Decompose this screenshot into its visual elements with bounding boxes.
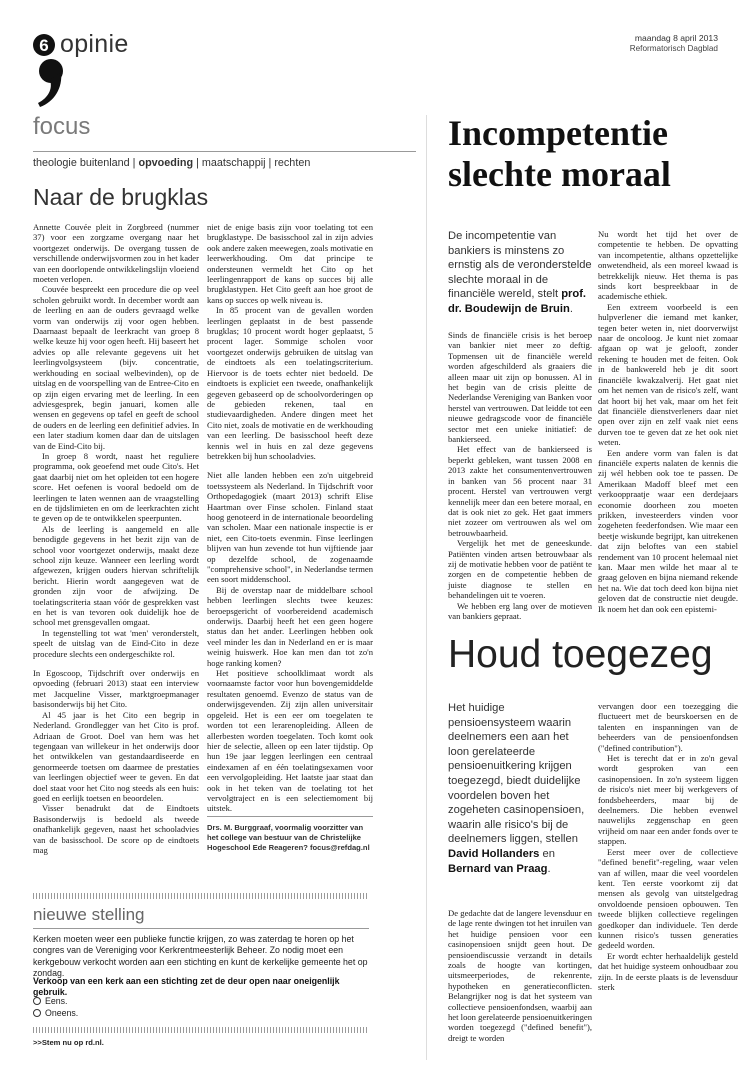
focus-label: focus — [33, 113, 91, 140]
page-number: 6 — [39, 35, 49, 55]
article2-column-1 — [448, 330, 592, 642]
article1-author: Drs. M. Burggraaf, voormalig voorzitter van het college van bestuur van de Christelijke Hogeschool Ede Reageren? focus@refdag.nl — [207, 823, 370, 853]
paragraph: We hebben erg lang over de motieven van bankiers gepraat. — [448, 600, 592, 621]
article1-column-2 — [207, 222, 373, 814]
paragraph: Couvée bespreekt een procedure die op veel scholen gebruikt wordt. In december wordt aan de leerling en aan de ouders gevraagd welke vorm van onderwijs zij voor ogen hebben. Daarnaast bepaalt de leerkracht van groep 8 welke keuze hij voor ogen heeft. Hij baseert het advies op alle relevante gegevens uit het leerlingvolgsysteem (bijv. concentratie, werkhouding en sociaal welbevinden), op de uitslag en de voorspelling van de Entree-Cito en op zijn eigen ervaring met de leerling. In een adviesgesprek, begin januari, komen alle wensen en gegevens op tafel en geeft de school de ouders en de leerling een definitief advies. In een later stadium komen daar dan de uitslagen van de Eind-Cito bij. — [33, 284, 199, 451]
lead-period: . — [569, 302, 573, 315]
nav-item-theologie[interactable]: theologie buitenland — [33, 157, 130, 169]
paragraph: Niet alle landen hebben een zo'n uitgebreid toetssysteem als Nederland. In Tijdschrift voor Orthopedagogiek (maart 2013) schrift Elise Haartman over Finse scholen. Finland staat hoog genoteerd in de internationale beoordeling van scholen. Maar een nationale inspectie is er niet, een Cito-toets evenmin. Finse leerlingen blijven van hun zevende tot hun vijftiende jaar op dezelfde school, de zogenaamde "comprehensive school", in Nederlandse termen een soort middenschool. — [207, 470, 373, 585]
paragraph: Eerst meer over de collectieve "defined benefit"-regeling, waar velen van af willen, maar die veel voordelen kent. Ten eerste voorkomt zij dat mensen als gevolg van uitstelgedrag onvoldoende pensioen opbouwen. Ten tweede blijken collectieve regelingen goedkoper dan individuele. Ten derde kunnen risico's tussen generaties gedeeld worden. — [598, 846, 738, 951]
lead-author: prof. dr. Boudewijn de Bruin — [448, 288, 587, 315]
article1-title: Naar de brugklas — [33, 184, 209, 210]
stelling-option-eens[interactable] — [33, 996, 68, 1006]
paragraph: niet de enige basis zijn voor toelating tot een brugklastype. De basisschool zal in zijn advies ook andere zaken meewegen, zoals motivatie en leerwerkhouding. Om dat principe te ondersteunen vermeldt het Cito op het leerlingenrapport de kans op succes bij alle brugklastypen. Het Cito geeft aan hoe groot de kans op succes op welk niveau is. — [207, 222, 373, 305]
stelling-dotted-divider — [33, 893, 369, 899]
stelling-vote-link[interactable]: >>Stem nu op rd.nl. — [33, 1038, 104, 1047]
issue-date: maandag 8 april 2013 — [634, 33, 718, 43]
stelling-divider — [33, 928, 369, 929]
newspaper-name: Reformatorisch Dagblad — [629, 44, 718, 53]
stelling-title: nieuwe stelling — [33, 905, 145, 924]
paragraph: Er wordt echter herhaaldelijk gesteld dat het huidige systeem onhoudbaar zou zijn. In de eerste plaats is de levensduur sterk — [598, 950, 738, 992]
stelling-question: Verkoop van een kerk aan een stichting zet de deur open naar oneigenlijk gebruik. — [33, 976, 340, 998]
paragraph: Al 45 jaar is het Cito een begrip in Nederland. Grondlegger van het Cito is prof. Adriaan de Groot. Doel van hem was het tegengaan van willekeur in het onderwijs door het ontwikkelen van gestandaardiseerde en genormeerde toetsen om daarmee de prestaties van leerlingen objectief weer te geven. En dat doel staat voor het Cito nog steeds als een huis: goed en eerlijk toetsen en beoordelen. — [33, 709, 199, 803]
paragraph: Het positieve schoolklimaat wordt als voornaamste factor voor hun bovengemiddelde resultaten genoemd. Evenzo de status van de onderwijsgevenden. Zij zijn allen universitair opgeleid. Het is een eer om toegelaten te worden tot een lerarenopleiding. Alleen de allerbesten worden toegelaten. Toch komt ook hier de selectie, alleen op een later tijdstip. Op hun 19e jaar leggen leerlingen een centraal eindexamen af en één toelatingsexamen voor een vervolgopleiding. Het laatste jaar staat dan ook in het teken van de toelating tot het vervolgtraject en is een selectiemoment bij uitstek. — [207, 668, 373, 814]
article3-column-1 — [448, 908, 592, 1058]
stelling-bottom-divider — [33, 1027, 369, 1033]
nav-item-opvoeding[interactable]: opvoeding — [138, 157, 194, 169]
author-divider — [207, 816, 373, 817]
radio-circle-icon[interactable] — [33, 1009, 41, 1017]
article2-lead — [448, 229, 592, 317]
lead-author: Bernard van Praag — [448, 862, 548, 875]
paragraph: Sinds de financiële crisis is het beroep van bankier niet meer zo deftig. Topmensen uit de financiële wereld worden afgeschilderd als graaiers die alleen maar uit zijn op bonussen. Al in het begin van de crisis pleitte de Nederlandse Vereniging van Banken voor herstel van vertrouwen. Dat leidde tot een nieuwe gedragscode voor de financiële sector met een unieke initiatief: de bankierseed. — [448, 330, 592, 445]
paragraph: In tegenstelling tot wat 'men' veronderstelt, speelt de uitslag van de Eind-Cito in deze procedure slechts een ondergeschikte rol. — [33, 627, 199, 659]
article3-column-2 — [598, 701, 738, 1058]
section-title: opinie — [60, 30, 129, 58]
paragraph: In groep 8 wordt, naast het reguliere programma, ook geoefend met oude Cito's. Het gaat daarbij niet om het opleiden tot een hogere score. Het oefenen is vooral bedoeld om de leerlingen te laten wennen aan de vraagstelling en de tijdslimieten en om de leerkrachten zicht te geven op de te ontwikkelen speerpunten. — [33, 450, 199, 524]
nav-separator: | — [196, 157, 199, 169]
article2-column-2 — [598, 229, 738, 642]
article2-title-line2: slechte moraal — [448, 154, 671, 194]
paragraph: Een extreem voorbeeld is een hulpverlener die iemand met kanker, tegen beter weten in, niet doorverwijst naar de oncoloog. Je kunt niet zomaar afgaan op wat je gelooft, zonder rekening te houden met de feiten. Ook in de bankwereld heb je dit soort financiële kwakzalverij. Het gaat niet om het nemen van de risico's zelf, want dat hoort bij het vak, maar om het feit dat financiële dienstverleners daar niet open over zijn en zelf vaak niet eens durven toe te geven dat ze het ook niet weten. — [598, 301, 738, 448]
paragraph: Een andere vorm van falen is dat financiële experts nalaten de kennis die zij wél hebben ook toe te passen. De Amerikaan Madoff bleef met een verkooppraatje waar een derdejaars economie doorheen zou moeten prikken, investeerders vinden voor zogeheten feederfondsen. Wie maar een beetje wiskunde begrijpt, kan uitrekenen dat zijn beloftes van een stabiel rendement van 10 procent helemaal niet kan. Maar men wilde het maar al te graag geloven en bijna niemand rekende het na. Wie dat toch deed kon bijna niet geloven dat de constructie niet deugde. Ik noem het dan ook een epistemi- — [598, 447, 738, 614]
option-label: Eens. — [45, 996, 68, 1006]
article3-title: Houd toegezeg — [448, 633, 713, 676]
paragraph: In Egoscoop, Tijdschrift over onderwijs en opvoeding (februari 2013) staat een interview met Jacqueline Visser, marktgroepmanager basisonderwijs bij het Cito. — [33, 668, 199, 710]
paragraph: Visser benadrukt dat de Eindtoets Basisonderwijs is bedoeld als tweede onafhankelijk gegeven, naast het schooladvies van de basisschool. De score op de eindtoets mag — [33, 803, 199, 855]
option-label: Oneens. — [45, 1008, 79, 1018]
lead-text: De incompetentie van bankiers is minstens zo ernstig als de veronderstelde slechte moraal in de financiële wereld, stelt — [448, 230, 592, 301]
stelling-text: Kerken moeten weer een publieke functie krijgen, zo was zaterdag te horen op het congres van de Vereniging voor Kerkrentmeesterlijk Beheer. Zo nodig moet een kerkgebouw verkocht worden aan een stichting en kunt de kerkelijke gemeente het op zondag. — [33, 934, 368, 979]
nav-item-rechten[interactable]: rechten — [274, 157, 311, 169]
article3-lead — [448, 701, 592, 876]
paragraph: Annette Couvée pleit in Zorgbreed (nummer 37) voor een zorgzame overgang naar het voortgezet onderwijs. De overgang tussen de verschillende onderwijsvormen zou in het kader van een doorlopende ontwikkelingslijn vloeiend moeten verlopen. — [33, 222, 199, 285]
article1-column-1 — [33, 222, 199, 870]
paragraph: vervangen door een toezegging die fluctueert met de beurskoersen en de talenten en inspanningen van de beheerders van de pensioenfondsen ("defined contribution"). — [598, 701, 738, 753]
paragraph: Bij de overstap naar de middelbare school hebben leerlingen slechts twee keuzes: beroepsgericht of voorbereidend academisch onderwijs. Daarbij heeft het een geen hogere status dan het ander. Leerlingen hebben ook veel minder les dan in Nederland en er is maar weinig huiswerk. Hoe kan men dan tot zo'n hoge ranking komen? — [207, 584, 373, 668]
comma-ornament-icon — [34, 58, 70, 108]
paragraph: Nu wordt het tijd het over de competentie te hebben. De opvatting van incompetentie, althans opzettelijke onwetendheid, als een moreel kwaad is betrekkelijk nieuw. Het thema is pas sinds kort bespreekbaar in de academische ethiek. — [598, 229, 738, 302]
nav-item-maatschappij[interactable]: maatschappij — [201, 157, 266, 169]
stelling-option-oneens[interactable] — [33, 1008, 78, 1018]
radio-circle-icon[interactable] — [33, 997, 41, 1005]
nav-separator: | — [268, 157, 272, 169]
lead-period: . — [547, 862, 551, 875]
page-number-badge — [33, 34, 55, 56]
paragraph: De gedachte dat de langere levensduur en de lage rente dwingen tot het inruilen van het huidige pensioen voor een casinopensioen snijdt geen hout. De pensioendiscussie verzandt in details zoals de hoogte van kortingen, uitsmeerperiodes, de rekenrente, hypotheken en generatieconflicten. Belangrijker nog is dat het systeem van collectieve pensioenfondsen, waarbij aan het loon gerelateerde pensioenuitkeringen worden toegezegd ("defined benefit"), dreigt te worden — [448, 908, 592, 1043]
paragraph: Het effect van de bankierseed is beperkt gebleken, want tussen 2008 en 2013 zakte het consumentenvertrouwen in banken van 56 procent naar 31 procent. Herstel van vertrouwen vergt kennelijk meer dan een betere moraal, en dat is ook niet zo gek. Het gaat immers niet zozeer om vertrouwen als wel om betrouwbaarheid. — [448, 444, 592, 538]
article2-title-line1: Incompetentie — [448, 113, 668, 153]
lead-and: en — [542, 847, 555, 860]
paragraph: In 85 procent van de gevallen worden leerlingen geplaatst in de best passende brugklas; 10 procent wordt hoger geplaatst, 5 procent lager. Sommige scholen voor voortgezet onderwijs gebruiken de uitslag van de eindtoets als een toelatingscriterium. Hiervoor is de toets echter niet bedoeld. De eindtoets is expliciet een tweede, onafhankelijk gegeven gebaseerd op de schoolvorderingen op de gebieden rekenen, taal en studievaardigheden. Andere dingen meet het Cito niet, zoals de motivatie en de werkhouding van een leerling. De basisschool heeft deze kennis wel in huis en zal deze gegevens betrekken bij hun schooladvies. — [207, 305, 373, 461]
page-gutter-line — [426, 115, 427, 1060]
lead-text: Het huidige pensioensysteem waarin deelnemers een aan het loon gerelateerde pensioenuitkering krijgen toegezegd, biedt duidelijke voordelen boven het zogeheten casinopensioen, waarin alle risico's bij de deelnemers liggen, stellen — [448, 702, 585, 846]
focus-divider — [33, 151, 416, 152]
paragraph: Als de leerling is aangemeld en alle benodigde gegevens in het bezit zijn van de school voor voortgezet onderwijs, maakt deze school zijn keuze. Wanneer een leerling wordt afgewezen, krijgen ouders hiervan schriftelijk bericht. Hierin wordt aangegeven wat de gronden zijn voor de afwijzing. De toelatingscriteria staan vóór de gesprekken vast en het is van tevoren ook duidelijk hoe de school met grensgevallen omgaat. — [33, 523, 199, 628]
focus-nav — [33, 157, 310, 169]
nav-separator: | — [132, 157, 136, 169]
article2-title — [448, 113, 738, 195]
paragraph: Het is terecht dat er in zo'n geval wordt gesproken van een casinopensioen. In zo'n systeem liggen de risico's niet meer bij werkgevers of fondsbeheerders, maar bij de deelnemers. Die hebben evenwel nauwelijks zeggenschap en geen vrijheid om naar een ander fonds over te stappen. — [598, 753, 738, 847]
lead-author: David Hollanders — [448, 847, 540, 860]
paragraph: Vergelijk het met de geneeskunde. Patiënten vinden artsen betrouwbaar als zij de motivatie hebben voor de patiënt te zorgen en de competentie hebben de juiste diagnose te stellen en behandelingen uit te voeren. — [448, 538, 592, 601]
